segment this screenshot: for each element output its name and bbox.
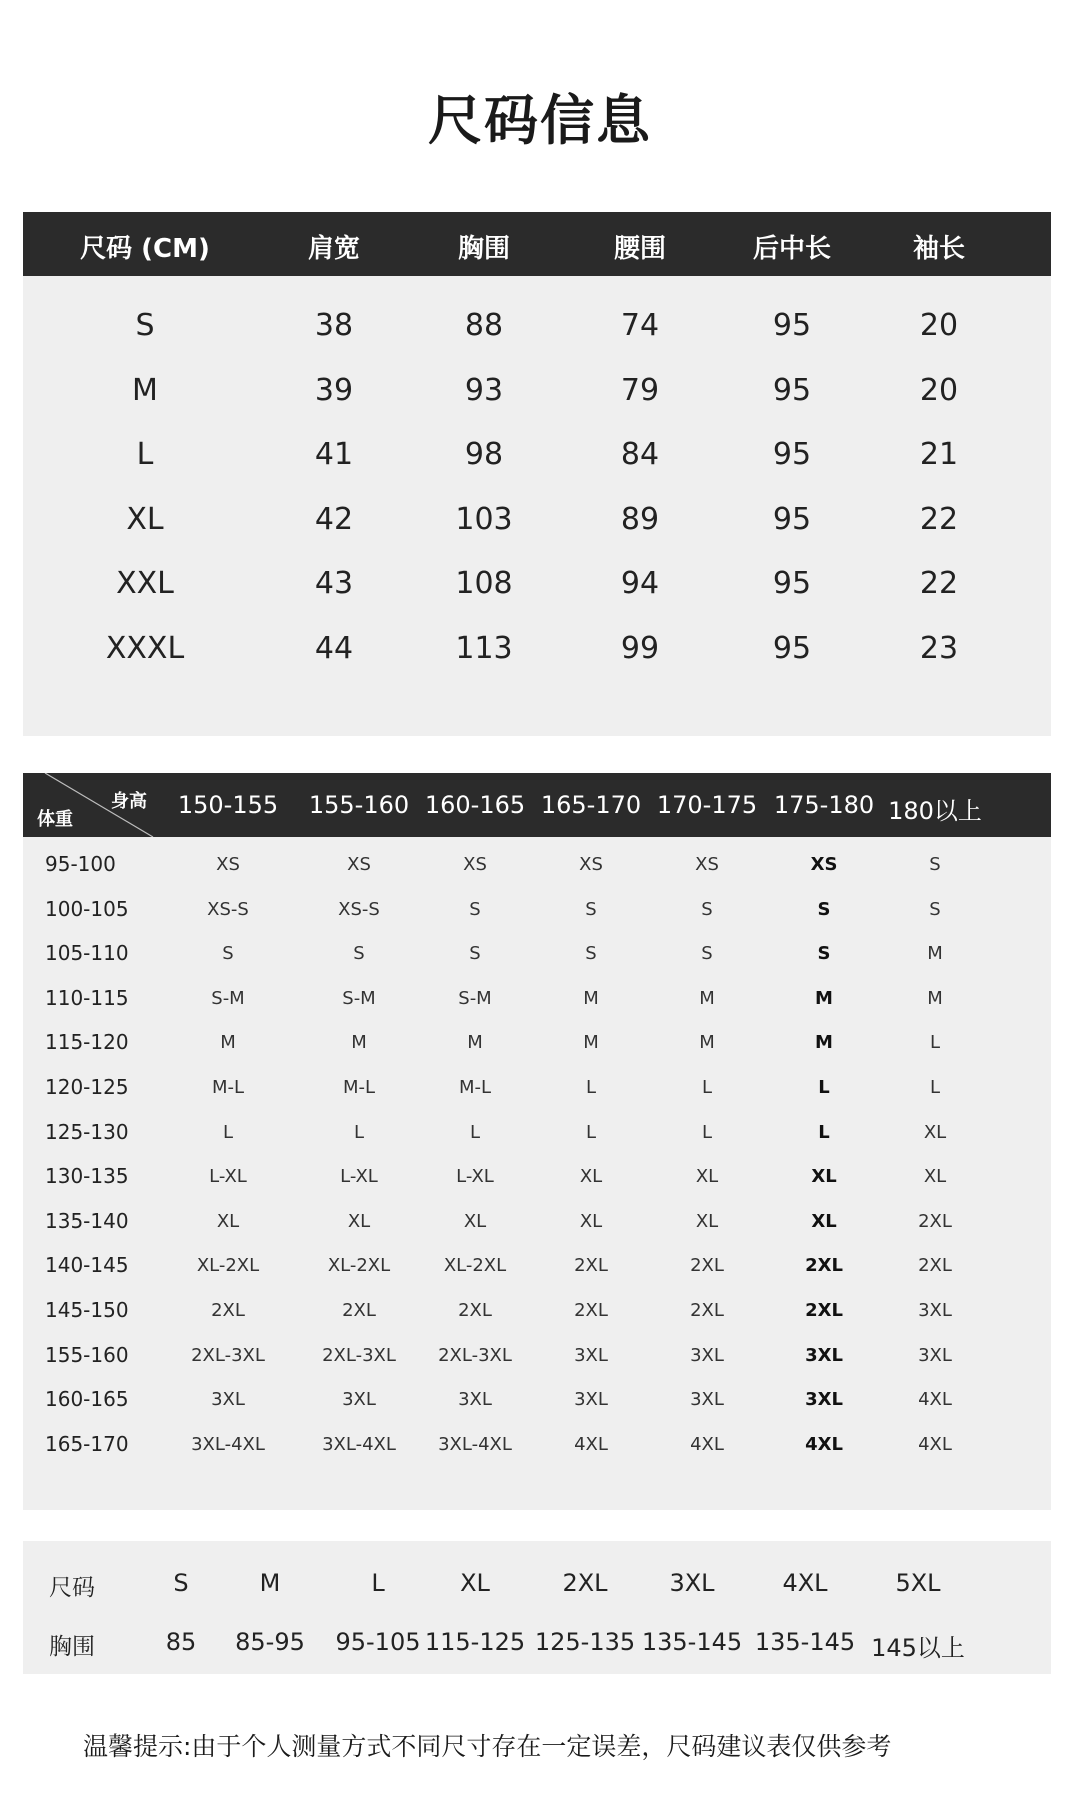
- recommended-size-cell: XS: [810, 854, 838, 875]
- recommended-size-cell: XS-S: [207, 898, 249, 920]
- size-table-cell: 38: [314, 308, 354, 343]
- recommended-size-cell: 4XL: [574, 1433, 608, 1455]
- recommended-size-cell: XL: [579, 1210, 603, 1232]
- size-measurement-table: [23, 212, 1051, 736]
- recommended-size-cell: S: [353, 943, 365, 965]
- recommended-size-cell: L: [585, 1077, 597, 1098]
- size-table-cell: 22: [919, 501, 959, 537]
- size-row-label: 尺码: [49, 1575, 95, 1601]
- size-table-cell: 39: [314, 372, 354, 408]
- recommended-size-cell: 3XL: [574, 1389, 608, 1411]
- recommended-size-cell: S: [585, 898, 597, 920]
- fit-table-row: [23, 1432, 1051, 1462]
- size-table-cell: 74: [620, 308, 660, 343]
- weight-range-cell: 110-115: [45, 985, 129, 1010]
- recommended-size-cell: S: [701, 943, 713, 965]
- recommended-size-cell: L-XL: [340, 1166, 378, 1188]
- recommended-size-cell: 4XL: [690, 1433, 724, 1455]
- recommended-size-cell: 3XL: [690, 1344, 724, 1366]
- recommended-size-cell: L: [701, 1121, 713, 1143]
- weight-range-cell: 160-165: [45, 1387, 129, 1412]
- recommended-size-cell: 3XL: [690, 1389, 724, 1411]
- recommended-size-cell: 3XL: [918, 1300, 952, 1321]
- size-value-cell: XL: [460, 1569, 490, 1597]
- fit-table-row: [23, 1120, 1051, 1150]
- size-table-cell: 99: [620, 630, 660, 666]
- size-table-cell: L: [136, 437, 154, 472]
- size-table-cell: 98: [464, 437, 504, 472]
- size-table-cell: 41: [314, 437, 354, 472]
- fit-table-row: [23, 1075, 1051, 1105]
- recommended-size-cell: XS: [216, 854, 240, 875]
- size-table-cell: S: [135, 308, 155, 343]
- size-table-cell: 21: [919, 437, 959, 472]
- chest-value-cell: 95-105: [335, 1628, 421, 1656]
- recommended-size-cell: M: [927, 943, 943, 965]
- recommended-size-cell: M: [351, 1032, 367, 1054]
- recommended-size-cell: XL-2XL: [443, 1255, 507, 1277]
- recommended-size-cell: S: [222, 943, 234, 965]
- size-value-cell: L: [371, 1569, 385, 1597]
- recommended-size-cell: 2XL: [918, 1210, 952, 1232]
- weight-range-cell: 125-130: [45, 1119, 129, 1144]
- recommended-size-cell: XS: [347, 854, 371, 875]
- size-table-cell: 44: [314, 630, 354, 666]
- size-table-row: [23, 437, 1051, 477]
- recommended-size-cell: 2XL: [918, 1255, 952, 1277]
- recommended-size-cell: S-M: [211, 987, 245, 1009]
- size-table-cell: 94: [620, 566, 660, 601]
- recommended-size-cell: L: [929, 1077, 941, 1098]
- recommended-size-cell: S: [817, 898, 831, 920]
- recommended-size-cell: 2XL-3XL: [322, 1344, 396, 1366]
- recommended-size-cell: 2XL-3XL: [438, 1344, 512, 1366]
- recommended-size-cell: XL: [811, 1210, 837, 1232]
- recommended-size-cell: M: [699, 1032, 715, 1054]
- size-table-cell: 20: [919, 372, 959, 408]
- height-range-header: 180以上: [888, 797, 982, 825]
- recommended-size-cell: 4XL: [918, 1389, 952, 1411]
- recommended-size-cell: S: [817, 943, 831, 965]
- recommended-size-cell: 3XL: [574, 1344, 608, 1366]
- recommended-size-cell: 3XL: [458, 1389, 492, 1411]
- size-tip-note: 温馨提示:由于个人测量方式不同尺寸存在一定误差，尺码建议表仅供参考: [83, 1732, 892, 1761]
- size-table-cell: 79: [620, 372, 660, 408]
- header-cell: 尺码 (CM): [80, 234, 210, 264]
- chest-value-cell: 135-145: [754, 1628, 856, 1656]
- recommended-size-cell: 3XL: [918, 1344, 952, 1366]
- recommended-size-cell: S: [929, 898, 941, 920]
- fit-table-row: [23, 986, 1051, 1016]
- recommended-size-cell: M: [467, 1032, 483, 1054]
- recommended-size-cell: 2XL: [342, 1300, 376, 1321]
- size-table-cell: 113: [455, 630, 513, 666]
- recommended-size-cell: 2XL: [805, 1255, 843, 1277]
- chest-row-label: 胸围: [49, 1634, 95, 1660]
- weight-range-cell: 165-170: [45, 1431, 129, 1456]
- recommended-size-cell: S: [585, 943, 597, 965]
- recommended-size-cell: L: [929, 1032, 941, 1054]
- recommended-size-cell: XL: [463, 1210, 487, 1232]
- size-value-cell: 2XL: [562, 1569, 608, 1597]
- recommended-size-cell: M: [220, 1032, 236, 1054]
- recommended-size-cell: S: [469, 943, 481, 965]
- height-range-header: 170-175: [656, 791, 758, 819]
- weight-range-cell: 95-100: [45, 852, 116, 876]
- height-axis-label: 身高: [111, 791, 147, 812]
- fit-table-row: [23, 1209, 1051, 1239]
- recommended-size-cell: L: [701, 1077, 713, 1098]
- weight-axis-label: 体重: [37, 809, 73, 830]
- size-table-cell: 20: [919, 308, 959, 343]
- fit-table-row: [23, 1343, 1051, 1373]
- recommended-size-cell: XL: [216, 1210, 240, 1232]
- height-range-header: 160-165: [424, 791, 526, 819]
- size-value-cell: S: [173, 1569, 189, 1597]
- weight-range-cell: 100-105: [45, 896, 129, 921]
- fit-table-header: [23, 773, 1051, 837]
- weight-range-cell: 155-160: [45, 1342, 129, 1367]
- chest-size-table: [23, 1541, 1051, 1674]
- weight-range-cell: 135-140: [45, 1208, 129, 1233]
- height-range-header: 150-155: [177, 791, 279, 819]
- recommended-size-cell: 4XL: [805, 1433, 843, 1455]
- recommended-size-cell: M-L: [342, 1077, 376, 1098]
- height-range-header: 175-180: [773, 791, 875, 819]
- recommended-size-cell: M-L: [211, 1077, 245, 1098]
- recommended-size-cell: 2XL-3XL: [191, 1344, 265, 1366]
- header-cell: 后中长: [752, 234, 831, 264]
- weight-range-cell: 130-135: [45, 1164, 129, 1189]
- chest-value-cell: 85: [165, 1628, 197, 1656]
- size-table-cell: 84: [620, 437, 660, 472]
- recommended-size-cell: M: [815, 1032, 833, 1054]
- size-table-row: [23, 502, 1051, 542]
- recommended-size-cell: XL: [347, 1210, 371, 1232]
- recommended-size-cell: L: [818, 1121, 830, 1143]
- recommended-size-cell: XS-S: [338, 898, 380, 920]
- recommended-size-cell: S: [701, 898, 713, 920]
- recommended-size-cell: 3XL: [211, 1389, 245, 1411]
- size-table-row: [23, 308, 1051, 348]
- recommended-size-cell: 3XL: [805, 1344, 843, 1366]
- recommended-size-cell: S-M: [458, 987, 492, 1009]
- size-value-cell: M: [259, 1569, 281, 1597]
- recommended-size-cell: 2XL: [458, 1300, 492, 1321]
- size-table-cell: 95: [772, 372, 812, 408]
- size-table-cell: 23: [919, 630, 959, 666]
- header-cell: 腰围: [613, 234, 666, 264]
- recommended-size-cell: 2XL: [574, 1255, 608, 1277]
- recommended-size-cell: M: [815, 987, 833, 1009]
- recommended-size-cell: 2XL: [211, 1300, 245, 1321]
- weight-range-cell: 140-145: [45, 1253, 129, 1278]
- size-table-header: [23, 212, 1051, 276]
- recommended-size-cell: 2XL: [574, 1300, 608, 1321]
- recommended-size-cell: L: [222, 1121, 234, 1143]
- chest-value-cell: 115-125: [424, 1628, 526, 1656]
- size-value-cell: 5XL: [895, 1569, 941, 1597]
- chest-value-cell: 145以上: [871, 1634, 965, 1662]
- recommended-size-cell: 4XL: [918, 1433, 952, 1455]
- size-table-cell: M: [132, 372, 158, 408]
- size-table-row: [23, 373, 1051, 413]
- fit-table-row: [23, 1253, 1051, 1283]
- recommended-size-cell: XS: [695, 854, 719, 875]
- size-table-row: [23, 631, 1051, 671]
- recommended-size-cell: 2XL: [690, 1255, 724, 1277]
- size-table-cell: 95: [772, 501, 812, 537]
- recommended-size-cell: L-XL: [456, 1166, 494, 1188]
- recommended-size-cell: XS: [579, 854, 603, 875]
- size-table-cell: XL: [126, 501, 164, 537]
- chest-value-cell: 125-135: [534, 1628, 636, 1656]
- recommended-size-cell: L: [585, 1121, 597, 1143]
- fit-table-row: [23, 1298, 1051, 1328]
- size-table-row: [23, 566, 1051, 606]
- recommended-size-cell: XL: [923, 1121, 947, 1143]
- fit-recommendation-table: [23, 773, 1051, 1510]
- recommended-size-cell: S: [929, 854, 941, 875]
- recommended-size-cell: XL: [695, 1166, 719, 1188]
- size-table-cell: 103: [455, 501, 513, 537]
- size-value-cell: 4XL: [782, 1569, 828, 1597]
- recommended-size-cell: L: [469, 1121, 481, 1143]
- chest-value-cell: 135-145: [641, 1628, 743, 1656]
- recommended-size-cell: S-M: [342, 987, 376, 1009]
- fit-table-row: [23, 1164, 1051, 1194]
- size-table-cell: 88: [464, 308, 504, 343]
- weight-range-cell: 120-125: [45, 1075, 129, 1099]
- recommended-size-cell: S: [469, 898, 481, 920]
- recommended-size-cell: L: [353, 1121, 365, 1143]
- size-table-cell: 95: [772, 566, 812, 601]
- recommended-size-cell: M: [699, 987, 715, 1009]
- fit-table-row: [23, 897, 1051, 927]
- fit-table-row: [23, 1030, 1051, 1060]
- recommended-size-cell: M: [927, 987, 943, 1009]
- recommended-size-cell: XL: [923, 1166, 947, 1188]
- weight-range-cell: 145-150: [45, 1298, 129, 1322]
- recommended-size-cell: XS: [463, 854, 487, 875]
- recommended-size-cell: XL-2XL: [327, 1255, 391, 1277]
- recommended-size-cell: 3XL-4XL: [191, 1433, 265, 1455]
- size-table-cell: 22: [919, 566, 959, 601]
- weight-range-cell: 115-120: [45, 1030, 129, 1055]
- recommended-size-cell: 2XL: [690, 1300, 724, 1321]
- fit-table-row: [23, 852, 1051, 882]
- size-table-cell: 93: [464, 372, 504, 408]
- recommended-size-cell: XL: [695, 1210, 719, 1232]
- recommended-size-cell: XL: [579, 1166, 603, 1188]
- recommended-size-cell: 3XL-4XL: [438, 1433, 512, 1455]
- chest-value-cell: 85-95: [235, 1628, 305, 1656]
- chest-table-size-row: [23, 1569, 1051, 1601]
- size-table-cell: 95: [772, 308, 812, 343]
- recommended-size-cell: XL: [811, 1166, 837, 1188]
- height-range-header: 165-170: [540, 791, 642, 819]
- weight-range-cell: 105-110: [45, 941, 129, 966]
- size-value-cell: 3XL: [669, 1569, 715, 1597]
- size-table-cell: XXXL: [105, 630, 185, 666]
- recommended-size-cell: M-L: [458, 1077, 492, 1098]
- fit-table-row: [23, 1387, 1051, 1417]
- recommended-size-cell: XL-2XL: [196, 1255, 260, 1277]
- size-table-cell: 43: [314, 566, 354, 601]
- recommended-size-cell: L-XL: [209, 1166, 247, 1188]
- recommended-size-cell: M: [583, 987, 599, 1009]
- recommended-size-cell: 3XL: [805, 1389, 843, 1411]
- header-cell: 袖长: [912, 234, 965, 264]
- size-table-cell: 95: [772, 630, 812, 666]
- size-table-cell: 95: [772, 437, 812, 472]
- fit-table-row: [23, 941, 1051, 971]
- recommended-size-cell: 3XL-4XL: [322, 1433, 396, 1455]
- header-cell: 胸围: [457, 234, 510, 264]
- size-table-cell: XXL: [116, 566, 174, 601]
- recommended-size-cell: 2XL: [805, 1300, 843, 1321]
- page-title: 尺码信息: [428, 89, 652, 152]
- recommended-size-cell: M: [583, 1032, 599, 1054]
- height-range-header: 155-160: [308, 791, 410, 819]
- chest-table-chest-row: [23, 1628, 1051, 1660]
- size-table-cell: 89: [620, 501, 660, 537]
- header-cell: 肩宽: [307, 234, 360, 264]
- size-table-cell: 42: [314, 501, 354, 537]
- size-table-cell: 108: [455, 566, 513, 601]
- recommended-size-cell: 3XL: [342, 1389, 376, 1411]
- recommended-size-cell: L: [818, 1077, 830, 1098]
